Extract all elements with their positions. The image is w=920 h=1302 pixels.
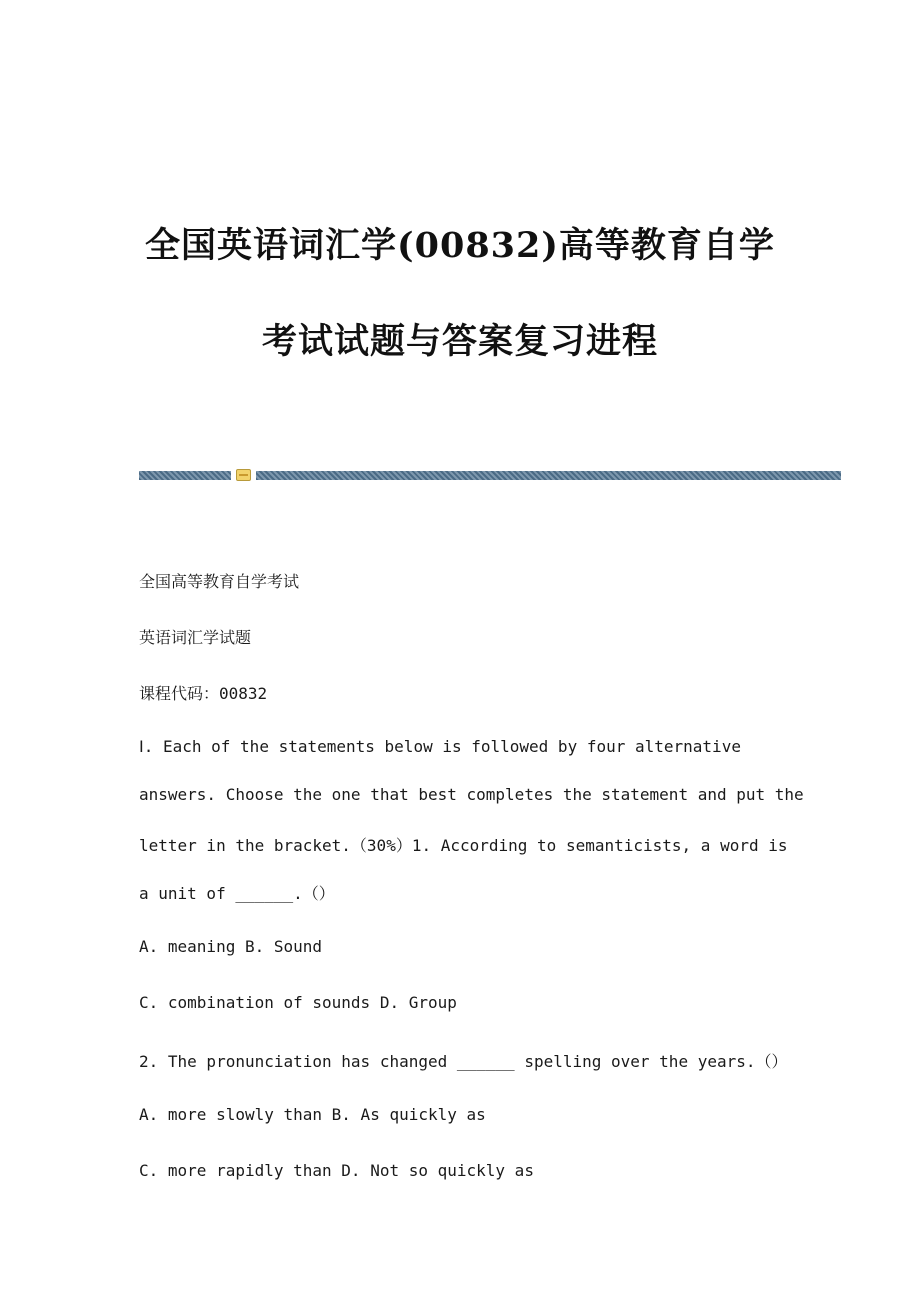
divider-bar-right [256,471,841,480]
section1-line-1: Ⅰ. Each of the statements below is followed by four alternative [139,737,741,756]
document-title-line-2: 考试试题与答案复习进程 [261,321,658,362]
decorative-divider [139,471,841,480]
section1-line-3: letter in the bracket.（30%）1. According to semanticists, a word is [139,836,788,855]
section1-line-2: answers. Choose the one that best completes the statement and put the [139,785,804,804]
divider-ornament-icon [236,469,251,481]
q1-options-ab: A. meaning B. Sound [139,937,323,956]
q2-stem: 2. The pronunciation has changed ______ spelling over the years.（） [139,1052,788,1071]
q1-options-cd: C. combination of sounds D. Group [139,993,457,1012]
section1-line-4: a unit of ______.（） [139,884,335,903]
exam-header: 全国高等教育自学考试 [139,572,300,591]
q2-options-ab: A. more slowly than B. As quickly as [139,1105,486,1124]
document-title-line-1: 全国英语词汇学(00832)高等教育自学 [145,225,775,266]
divider-bar-left [139,471,231,480]
course-code: 课程代码：00832 [139,684,268,703]
q2-options-cd: C. more rapidly than D. Not so quickly as [139,1161,534,1180]
exam-subject: 英语词汇学试题 [139,628,252,647]
